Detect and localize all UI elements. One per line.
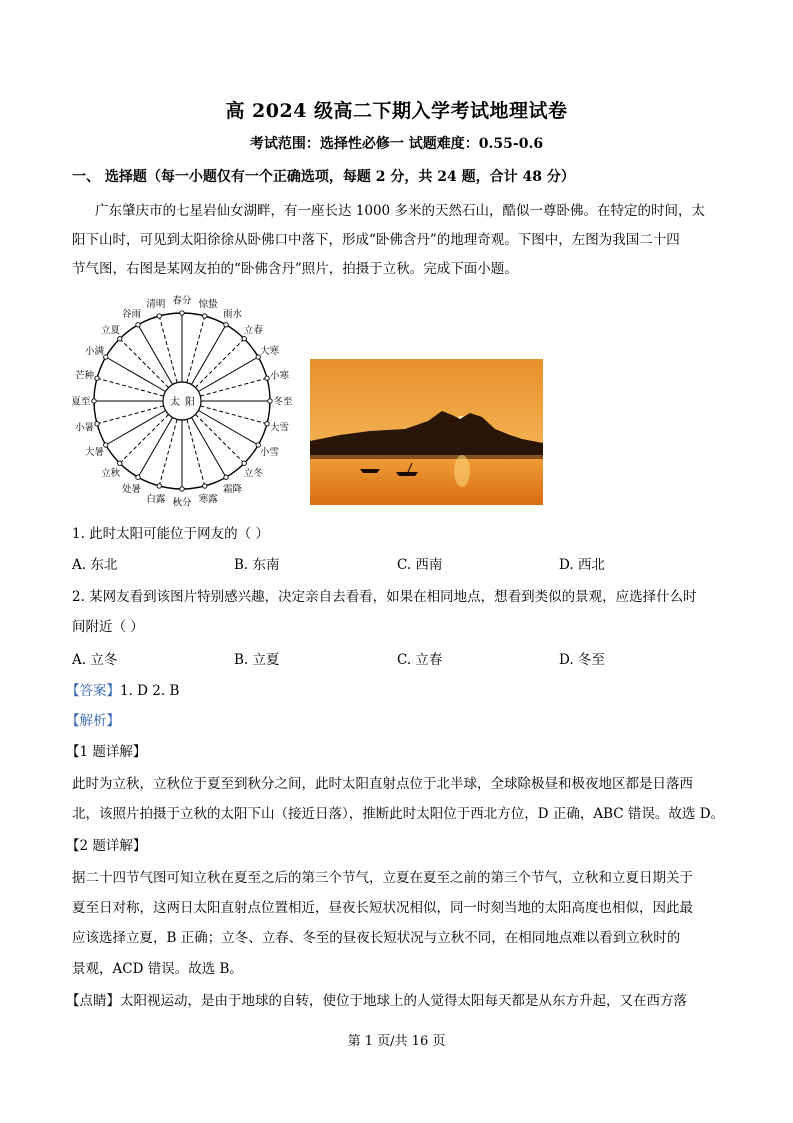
- term-spoke: [192, 417, 227, 477]
- term-dot: [203, 484, 207, 488]
- analysis-tag: 【解析】: [66, 713, 120, 729]
- term-spoke: [97, 406, 164, 424]
- term-spoke: [159, 419, 177, 486]
- detail-2-line: 景观，ACD 错误。故选 B。: [72, 961, 243, 977]
- term-spoke: [120, 414, 169, 463]
- term-spoke: [195, 414, 244, 463]
- boat: [360, 469, 380, 473]
- term-spoke: [120, 339, 169, 388]
- term-label: 大寒: [259, 346, 279, 357]
- detail-1-line: 北，该照片拍摄于立秋的太阳下山（接近日落），推断此时太阳位于西北方位，D 正确，ABC 错误。故选 D。: [72, 806, 725, 822]
- term-dot: [95, 422, 99, 426]
- page-title: 高 2024 级高二下期入学考试地理试卷: [225, 100, 568, 122]
- sunset-photo: [310, 359, 543, 505]
- term-label: 清明: [146, 298, 166, 310]
- question-2: 2. 某网友看到该图片特别感兴趣，决定亲自去看看，如果在相同地点，想看到类似的景观，应选择什么时: [72, 589, 697, 605]
- q2-option-c[interactable]: C. 立春: [397, 652, 443, 668]
- term-dot: [180, 311, 184, 315]
- term-label: 立冬: [243, 467, 263, 479]
- term-label: 秋分: [172, 497, 192, 509]
- term-dot: [157, 484, 161, 488]
- term-spoke: [106, 357, 166, 392]
- answer-text: 1. D 2. B: [120, 683, 180, 699]
- intro-line: 广东肇庆市的七星岩仙女湖畔，有一座长达 1000 多米的天然石山，酷似一尊卧佛。在特定的时间，太: [95, 203, 705, 219]
- term-dot: [104, 355, 108, 359]
- tip-text: 太阳视运动，是由于地球的自转，使位于地球上的人觉得太阳每天都是从东方升起，又在西方落: [120, 993, 687, 1009]
- term-label: 霜降: [222, 483, 243, 495]
- section-heading: 一、 选择题（每一小题仅有一个正确选项，每题 2 分，共 24 题，合计 48 分）: [72, 169, 575, 185]
- detail-2-line: 夏至日对称，这两日太阳直射点位置相近，昼夜长短状况相似，同一时刻当地的太阳高度也相似，因此最: [72, 900, 693, 916]
- term-dot: [242, 337, 246, 341]
- term-label: 大暑: [85, 447, 105, 458]
- term-spoke: [192, 325, 227, 385]
- term-dot: [224, 323, 228, 327]
- exam-subtitle: 考试范围：选择性必修一 试题难度：0.55-0.6: [249, 136, 544, 152]
- term-label: 惊蛰: [198, 298, 218, 310]
- detail-1-line: 此时为立秋，立秋位于夏至到秋分之间，此时太阳直射点位于北半球，全球除极昼和极夜地区都是日落西: [72, 776, 693, 792]
- tip-line: [66, 989, 687, 1009]
- term-label: 冬至: [273, 396, 293, 408]
- sun-label-right: 阳: [185, 397, 195, 408]
- term-label: 立春: [243, 325, 263, 337]
- term-spoke: [97, 378, 164, 396]
- intro-line: 阳下山时，可见到太阳徐徐从卧佛口中落下，形成“卧佛含丹”的地理奇观。下图中，左图为我国二十四: [72, 232, 680, 248]
- detail-2-line: 应该选择立夏，B 正确；立冬、立春、冬至的昼夜长短状况与立秋不同，在相同地点难以看到立秋时的: [72, 930, 681, 946]
- q2-option-a[interactable]: A. 立冬: [72, 652, 118, 668]
- term-label: 立秋: [101, 467, 121, 479]
- term-spoke: [106, 411, 166, 446]
- term-dot: [242, 461, 246, 465]
- term-label: 白露: [146, 494, 166, 506]
- q1-option-d[interactable]: D. 西北: [559, 557, 605, 573]
- detail-2-line: 据二十四节气图可知立秋在夏至之后的第三个节气，立夏在夏至之前的第三个节气，立秋和立夏日期关于: [72, 870, 693, 886]
- term-spoke: [159, 316, 177, 383]
- term-spoke: [138, 325, 173, 385]
- term-label: 芒种: [74, 370, 94, 382]
- q1-option-c[interactable]: C. 西南: [397, 557, 443, 573]
- term-spoke: [198, 411, 258, 446]
- q2-option-b[interactable]: B. 立夏: [234, 652, 280, 668]
- detail-1-tag: 【1 题详解】: [66, 744, 147, 760]
- q1-option-a[interactable]: A. 东北: [72, 557, 118, 573]
- detail-2-tag: 【2 题详解】: [66, 838, 147, 854]
- water: [310, 455, 543, 505]
- term-spoke: [200, 406, 267, 424]
- sun-reflection: [454, 455, 470, 487]
- term-label: 小暑: [74, 422, 94, 434]
- answer-line: [66, 679, 179, 699]
- term-spoke: [198, 357, 258, 392]
- term-dot: [118, 461, 122, 465]
- boat: [396, 472, 418, 476]
- term-dot: [265, 422, 269, 426]
- term-label: 寒露: [198, 494, 218, 506]
- q2-option-d[interactable]: D. 冬至: [559, 652, 605, 668]
- term-dot: [92, 399, 96, 403]
- term-spoke: [195, 339, 244, 388]
- q1-option-b[interactable]: B. 东南: [234, 557, 280, 573]
- term-dot: [224, 475, 228, 479]
- term-label: 小雪: [259, 447, 279, 458]
- term-label: 处暑: [121, 483, 142, 495]
- shoreline: [310, 455, 543, 459]
- term-dot: [136, 475, 140, 479]
- term-dot: [104, 443, 108, 447]
- tip-tag: 【点睛】: [66, 993, 120, 1009]
- solar-terms-diagram: [71, 295, 293, 509]
- question-2-cont: 间附近（ ）: [72, 619, 144, 635]
- term-spoke: [187, 316, 205, 383]
- intro-line: 节气图，右图是某网友拍的“卧佛含丹”照片，拍摄于立秋。完成下面小题。: [72, 261, 518, 277]
- term-label: 小满: [85, 346, 105, 357]
- term-label: 夏至: [71, 396, 91, 408]
- answer-tag: 【答案】: [66, 683, 120, 699]
- term-label: 立夏: [101, 325, 121, 337]
- term-dot: [265, 376, 269, 380]
- term-spoke: [200, 378, 267, 396]
- term-dot: [268, 399, 272, 403]
- term-dot: [180, 487, 184, 491]
- term-dot: [95, 376, 99, 380]
- term-label: 小寒: [270, 370, 290, 382]
- question-1: 1. 此时太阳可能位于网友的（ ）: [72, 526, 269, 542]
- term-spoke: [138, 417, 173, 477]
- solar-terms-wheel: [71, 295, 293, 509]
- term-dot: [136, 323, 140, 327]
- sun-circle: [163, 382, 201, 420]
- term-spoke: [187, 419, 205, 486]
- term-label: 谷雨: [121, 309, 142, 321]
- sun-label-left: 太: [170, 397, 180, 408]
- term-dot: [203, 314, 207, 318]
- page-footer: 第 1 页/共 16 页: [347, 1034, 446, 1049]
- term-label: 雨水: [222, 309, 243, 321]
- term-dot: [157, 314, 161, 318]
- term-label: 春分: [172, 295, 192, 307]
- term-label: 大雪: [270, 422, 290, 434]
- term-dot: [118, 337, 122, 341]
